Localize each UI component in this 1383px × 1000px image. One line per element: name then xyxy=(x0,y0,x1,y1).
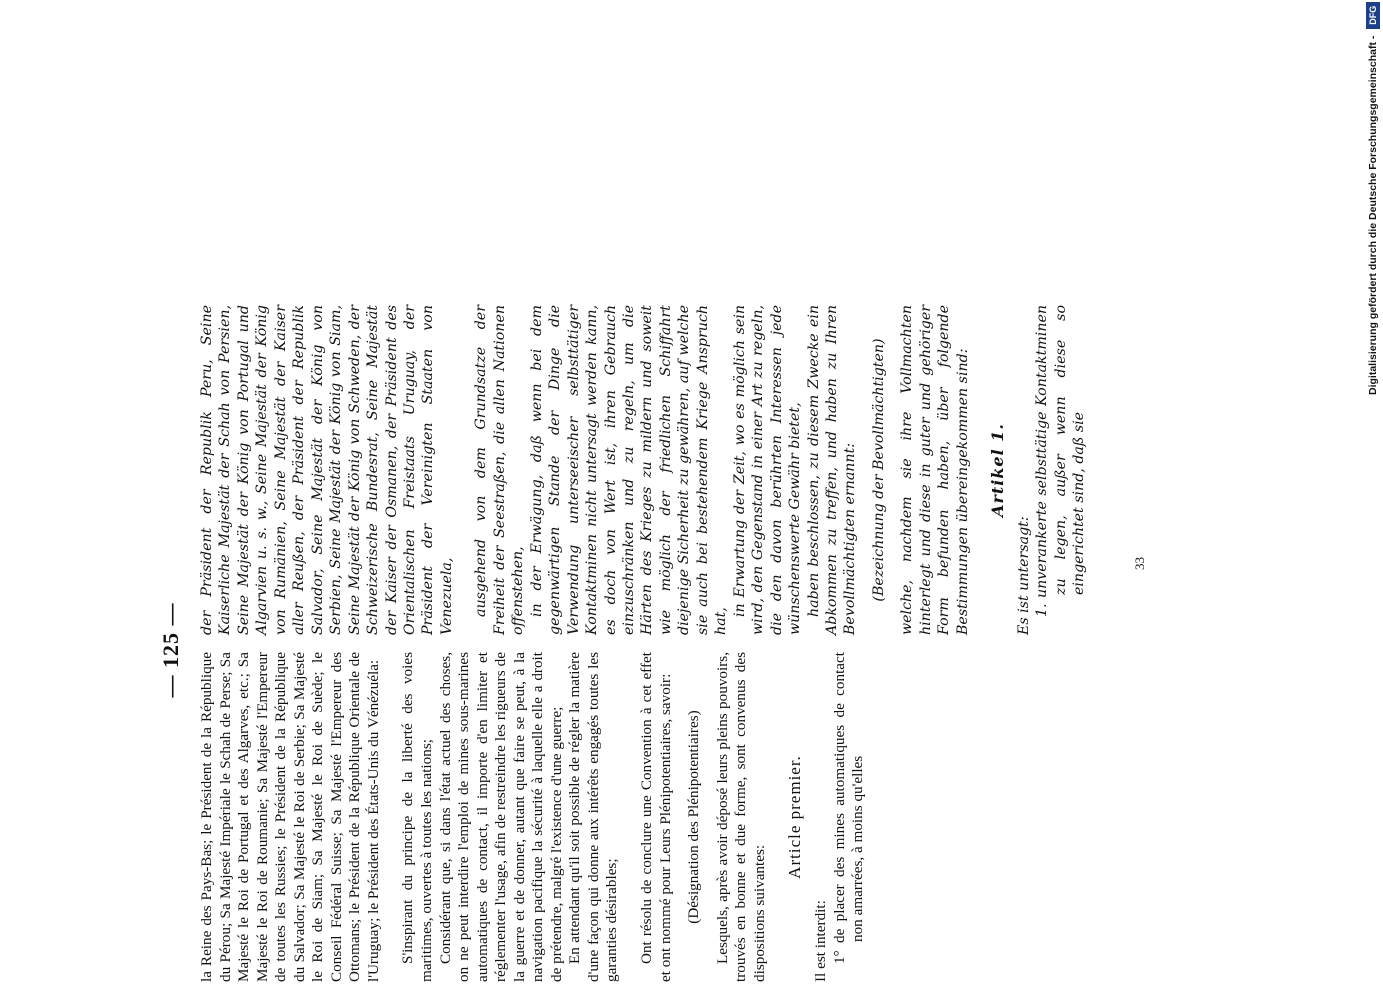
french-paragraph-considering: Considérant que, si dans l'état actuel des choses, on ne peut interdire l'emploi de mines sous-marines automatiques de contact, il importe d'en limiter et réglementer l'usage, afin de restreindre les rigueurs de la guerre et de donner, autant que faire se peut, à la navigation pacifique la sécurité à laquelle elle a droit de prétendre, malgré l'existence d'une guerre; xyxy=(436,652,565,982)
treaty-page xyxy=(150,300,1150,1000)
credit-text: Digitalisierung gefördert durch die Deutsche Forschungsgemeinschaft - xyxy=(1367,35,1379,395)
german-article-intro: Es ist untersagt: xyxy=(1015,516,1032,635)
french-article-intro: Il est interdit: xyxy=(812,900,830,982)
digitization-credit xyxy=(1362,0,1382,1000)
signature-mark: 33 xyxy=(1132,557,1147,570)
french-paragraph-inspiration: S'inspirant du principe de la liberté des voies maritimes, ouvertes à toutes les nations; xyxy=(399,652,436,982)
french-paragraph-awaiting: En attendant qu'il soit possible de régler la matière d'une façon qui donne aux intérêts engagés toutes les garanties désirables; xyxy=(566,652,621,982)
digitization-credit-rotated xyxy=(1366,0,1380,395)
french-column xyxy=(198,652,868,982)
page-content xyxy=(150,300,1150,1000)
dfg-logo-badge: DFG xyxy=(1366,2,1380,29)
french-article-heading: Article premier. xyxy=(785,755,805,879)
german-plenipotentiaries-note: (Bezeichnung der Bevollmächtigten) xyxy=(870,338,887,602)
german-paragraph-considering: in der Erwägung, daß wenn bei dem gegenwärtigen Stande der Dinge die Verwendung unterseeischer selbsttätiger Kontaktminen nicht untersagt werden kann, es doch von Wert ist, ihren Gebrauch einzuschränken und zu regeln, um die Härten des Krieges zu mildern und soweit wie möglich der friedlichen Schiffahrt diejenige Sicherheit zu gewähren, auf welche sie auch bei bestehendem Kriege Anspruch hat, xyxy=(528,305,730,635)
german-paragraph-whom: welche, nachdem sie ihre Vollmachten hinterlegt und diese in guter und gehöriger Form befunden haben, über folgende Bestimmungen übereingekommen sind: xyxy=(899,305,971,635)
page-number: — 125 — xyxy=(158,602,183,698)
german-paragraph-inspiration: ausgehend von dem Grundsatze der Freiheit der Seestraßen, die allen Nationen offenstehen, xyxy=(473,305,527,635)
german-column xyxy=(198,305,1089,635)
french-article-item-1: 1° de placer des mines automatiques de contact non amarrées, à moins qu'elles xyxy=(830,652,867,964)
french-paragraph-resolved: Ont résolu de conclure une Convention à cet effet et ont nommé pour Leurs Plénipotentiaires, savoir: xyxy=(638,652,674,982)
french-plenipotentiaries-note: (Désignation des Plénipotentiaires) xyxy=(685,710,703,924)
french-paragraph-parties: la Reine des Pays-Bas; le Président de la République du Pérou; Sa Majesté Impériale le Schah de Perse; Sa Majesté le Roi de Portugal et des Algarves, etc.; Sa Majesté le Roi de Roumanie; Sa Majesté l'Empereur de toutes les Russies; le Président de la République du Salvador; Sa Majesté le Roi de Serbie; Sa Majesté le Roi de Siam; Sa Majesté le Roi de Suède; le Conseil Fédéral Suisse; Sa Majesté l'Empereur des Ottomans; le Président de la République Orientale de l'Uruguay; le Président des États-Unis du Vénézuéla: xyxy=(198,652,382,982)
german-article-heading: Artikel 1. xyxy=(988,423,1008,517)
french-paragraph-whom: Lesquels, après avoir déposé leurs pleins pouvoirs, trouvés en bonne et due forme, sont convenus des dispositions suivantes: xyxy=(713,652,768,982)
german-paragraph-resolved: haben beschlossen, zu diesem Zwecke ein Abkommen zu treffen, und haben zu Ihren Bevollmächtigten ernannt: xyxy=(805,305,859,635)
german-paragraph-parties: der Präsident der Republik Peru, Seine Kaiserliche Majestät der Schah von Persien, Seine Majestät der König von Portugal und Algarvien u. s. w., Seine Majestät der König von Rumänien, Seine Majestät der Kaiser aller Reußen, der Präsident der Republik Salvador, Seine Majestät der König von Serbien, Seine Majestät der König von Siam, Seine Majestät der König von Schweden, der Schweizerische Bundesrat, Seine Majestät der Kaiser der Osmanen, der Präsident des Orientalischen Freistaats Uruguay, der Präsident der Vereinigten Staaten von Venezuela, xyxy=(199,305,455,635)
german-paragraph-awaiting: in Erwartung der Zeit, wo es möglich sein wird, den Gegenstand in einer Art zu regeln, die den davon berührten Interessen jede wünschenswerte Gewähr bietet, xyxy=(731,305,804,635)
german-article-item-1: 1. unverankerte selbsttätige Kontaktminen zu legen, außer wenn diese so eingerichtet sind, daß sie xyxy=(1034,305,1088,617)
